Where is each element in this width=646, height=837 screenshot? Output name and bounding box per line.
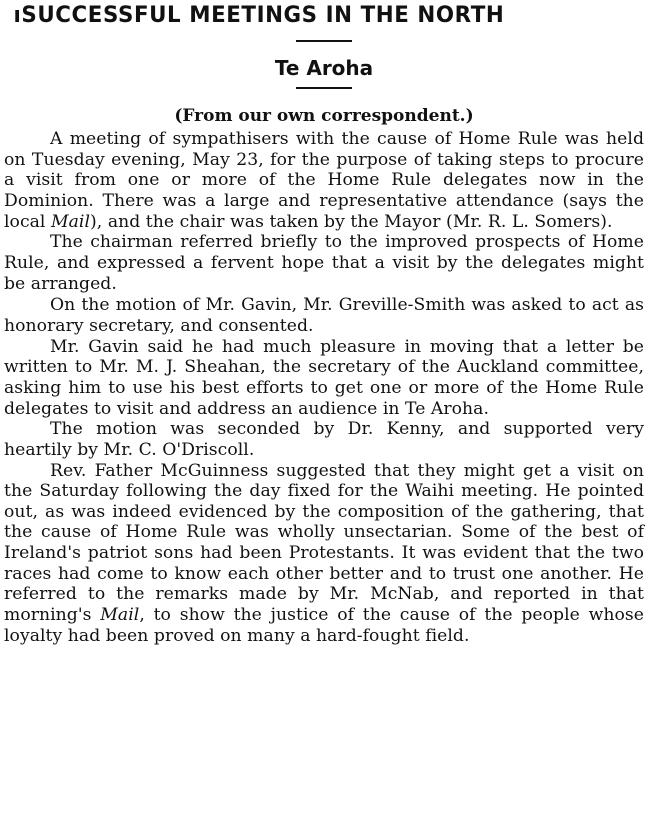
paragraph-6-italic-mail: Mail (100, 605, 140, 626)
paragraph-6-text-a: Rev. Father McGuinness suggested that they might get a visit on the Saturday following the day fixed for the Waihi meeting. He pointed out, as was indeed evidenced by the composition of the gathering, that the cause of Home Rule was wholly unsectarian. Some of the best of Ireland's patriot sons had been Protestants. It was evident that the two races had come to know each other better and to trust one another. He referred to the remarks made by Mr. McNab, and reported in that morning's (4, 460, 644, 626)
paragraph-4 (4, 337, 644, 420)
headline: ıSUCCESSFUL MEETINGS IN THE NORTH (13, 2, 505, 28)
rule-above-subhead (296, 40, 352, 42)
paragraph-2-text: The chairman referred briefly to the improved prospects of Home Rule, and expressed a fervent hope that a visit by the delegates might be arranged. (4, 232, 644, 294)
paragraph-1-text-a: A meeting of sympathisers with the cause of Home Rule was held on Tuesday evening, May 23, for the purpose of taking steps to procure a visit from one or more of the Home Rule delegates now in the Dominion. There was a large and representative attendance (says the local (4, 129, 644, 232)
paragraph-3 (4, 295, 644, 336)
paragraph-6 (4, 461, 644, 647)
paragraph-2 (4, 232, 644, 294)
rule-below-subhead (296, 87, 352, 89)
paragraph-1-text-b: ), and the chair was taken by the Mayor (Mr. R. L. Somers). (90, 211, 613, 232)
paragraph-5 (4, 419, 644, 460)
paragraph-4-text: Mr. Gavin said he had much pleasure in moving that a letter be written to Mr. M. J. Sheahan, the secretary of the Auckland committee, asking him to use his best efforts to get one or more of the Home Rule delegates to visit and address an audience in Te Aroha. (4, 336, 644, 419)
paragraph-1-italic-mail: Mail (50, 211, 91, 232)
paragraph-3-text: On the motion of Mr. Gavin, Mr. Greville-Smith was asked to act as honorary secretary, and consented. (4, 295, 644, 336)
subhead: Te Aroha (274, 56, 374, 80)
paragraph-5-text: The motion was seconded by Dr. Kenny, and supported very heartily by Mr. C. O'Driscoll. (4, 419, 644, 460)
article-body (4, 129, 644, 646)
paragraph-6-text-b: , to show the justice of the cause of the people whose loyalty had been proved on many a hard-fought field. (4, 605, 644, 646)
byline: (From our own correspondent.) (174, 106, 474, 126)
paragraph-1 (4, 129, 644, 232)
